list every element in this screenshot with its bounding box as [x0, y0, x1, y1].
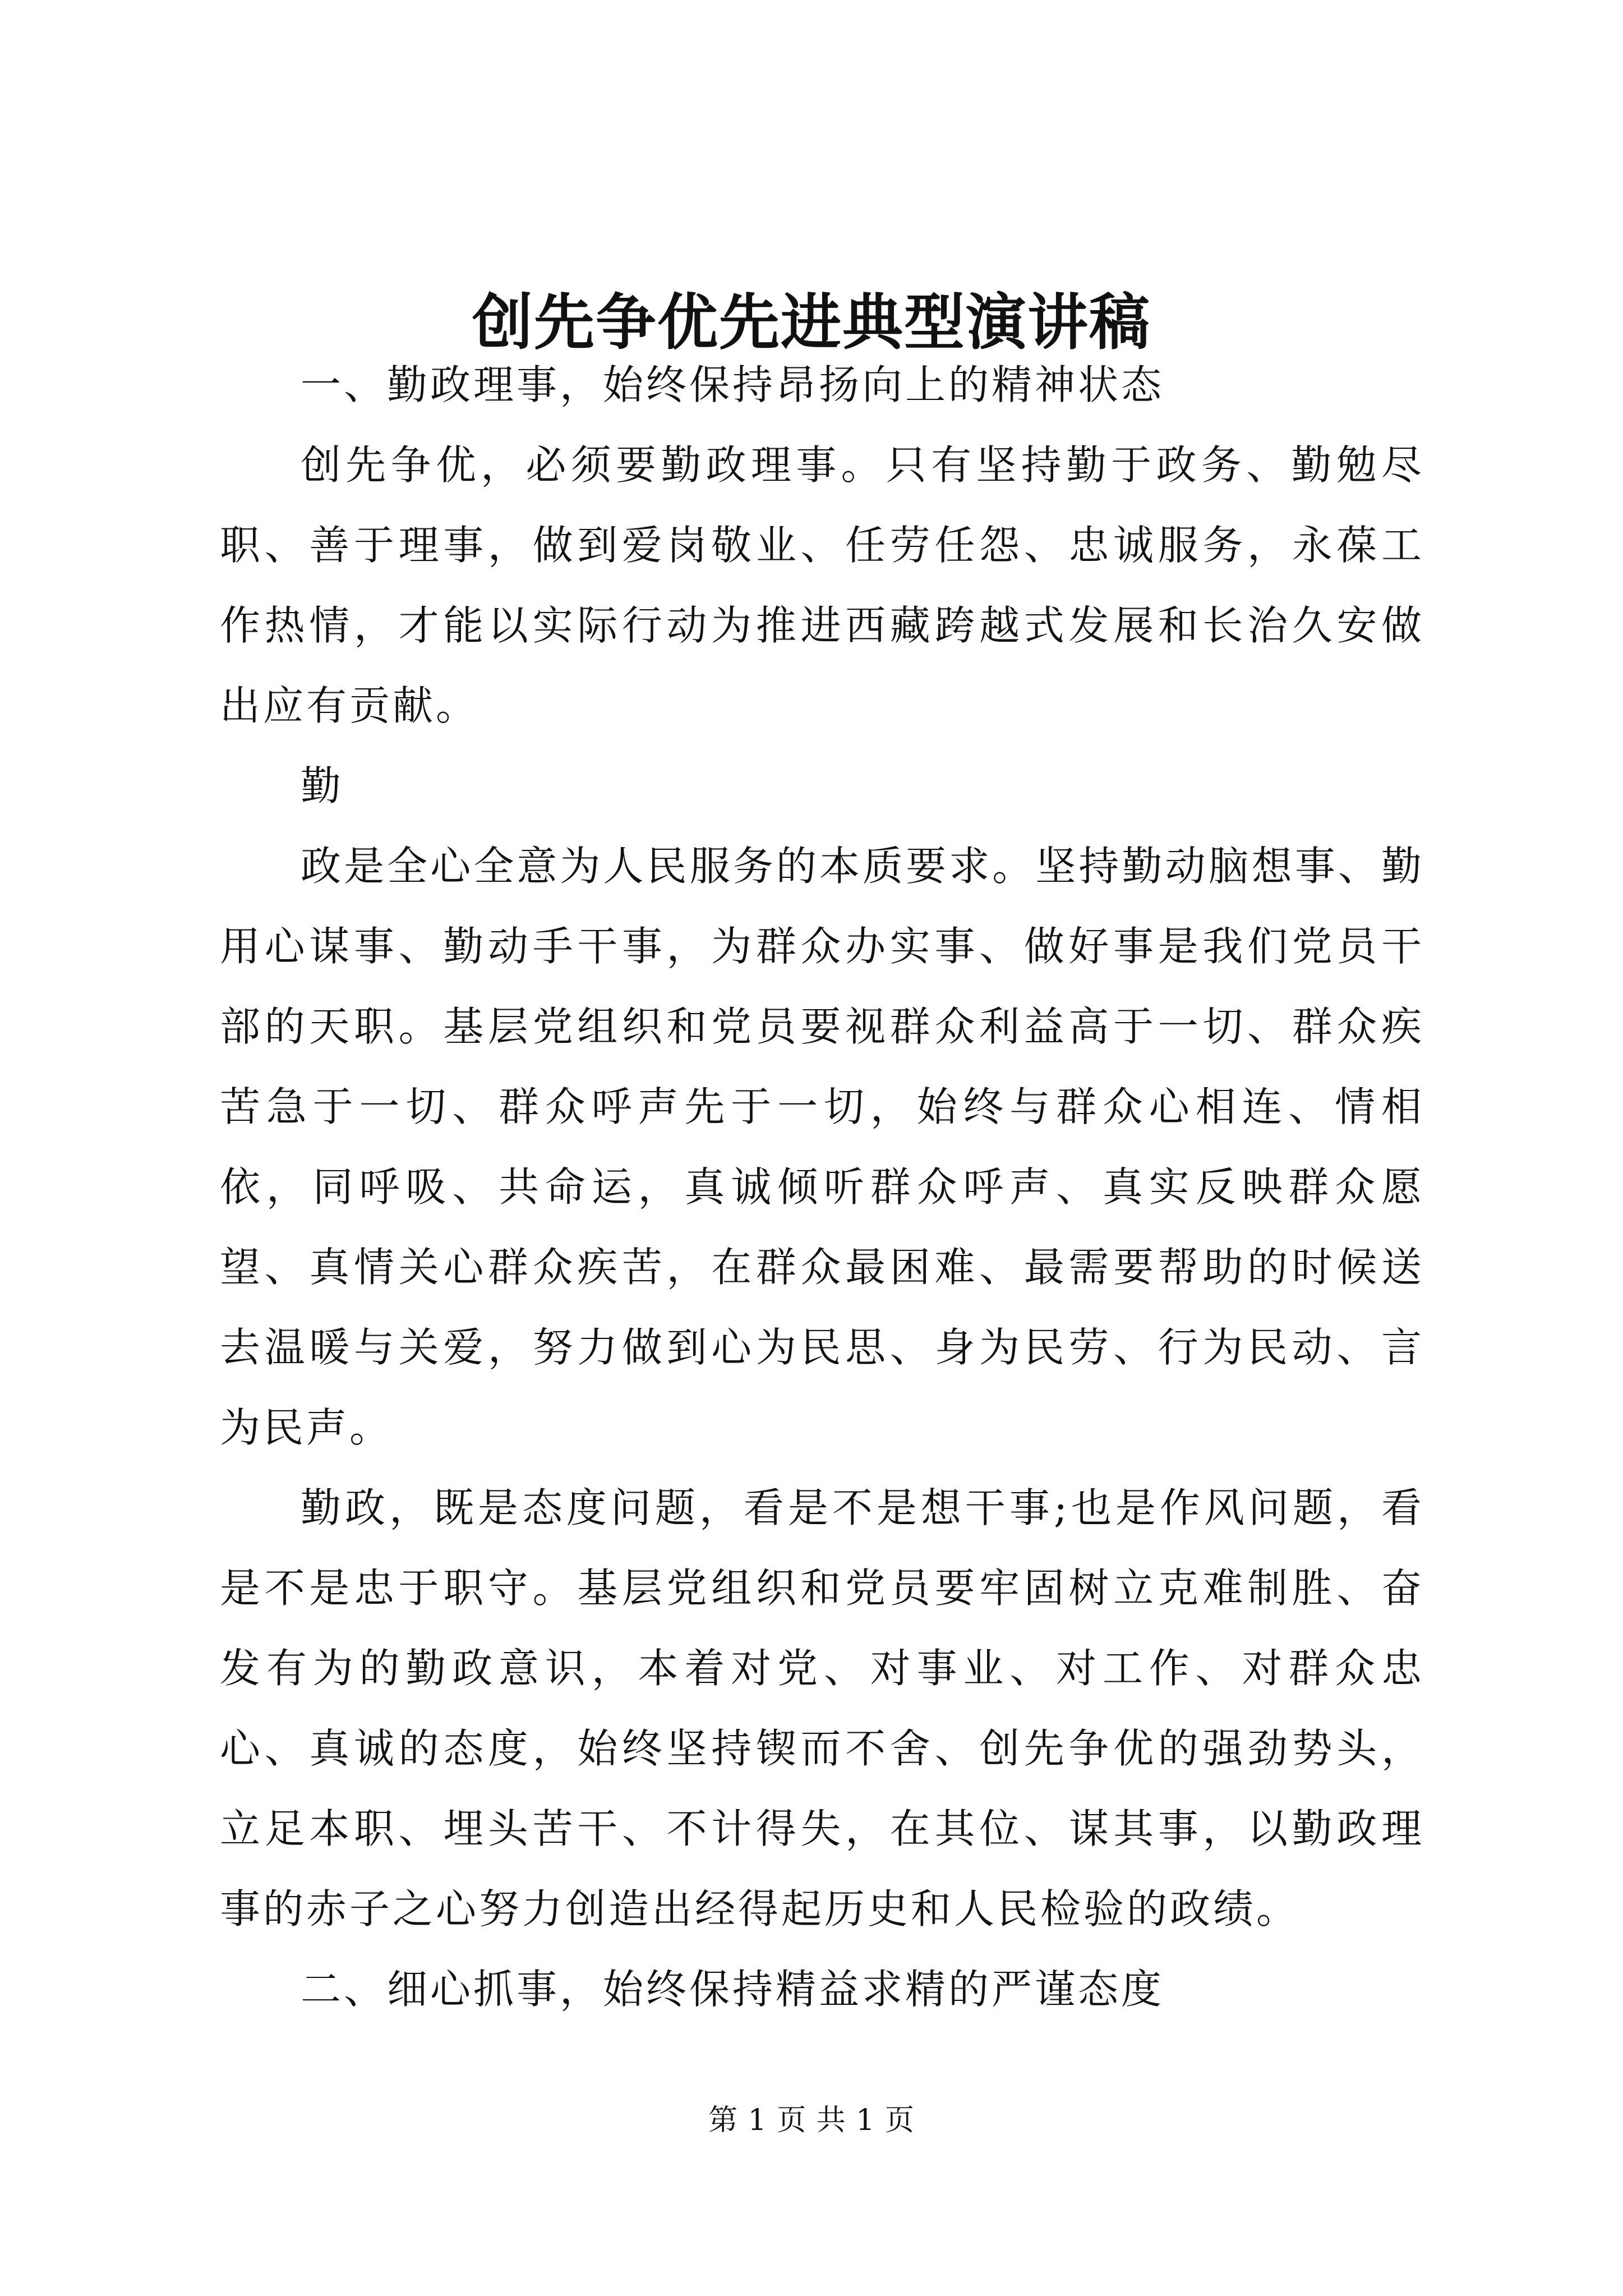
- paragraph: 勤: [301, 762, 344, 809]
- section-heading-1: 一、勤政理事，始终保持昂扬向上的精神状态: [301, 361, 1165, 408]
- document-body: [220, 345, 1424, 2030]
- paragraph: 政是全心全意为人民服务的本质要求。坚持勤动脑想事、勤用心谋事、勤动手干事，为群众办实事、做好事是我们党员干部的天职。基层党组织和党员要视群众利益高于一切、群众疾苦急于一切、群众呼声先于一切，始终与群众心相连、情相依，同呼吸、共命运，真诚倾听群众呼声、真实反映群众愿望、真情关心群众疾苦，在群众最困难、最需要帮助的时候送去温暖与关爱，努力做到心为民思、身为民劳、行为民动、言为民声。: [220, 843, 1424, 1451]
- page-footer: 第 1 页 共 1 页: [708, 2104, 915, 2137]
- section-heading-2: 二、细心抓事，始终保持精益求精的严谨态度: [301, 1966, 1165, 2013]
- document-title: 创先争优先进典型演讲稿: [472, 287, 1151, 358]
- paragraph: 创先争优，必须要勤政理事。只有坚持勤于政务、勤勉尽职、善于理事，做到爱岗敬业、任劳任怨、忠诚服务，永葆工作热情，才能以实际行动为推进西藏跨越式发展和长治久安做出应有贡献。: [220, 441, 1424, 729]
- paragraph: 勤政，既是态度问题，看是不是想干事;也是作风问题，看是不是忠于职守。基层党组织和党员要牢固树立克难制胜、奋发有为的勤政意识，本着对党、对事业、对工作、对群众忠心、真诚的态度，始终坚持锲而不舍、创先争优的强劲势头，立足本职、埋头苦干、不计得失，在其位、谋其事，以勤政理事的赤子之心努力创造出经得起历史和人民检验的政绩。: [220, 1484, 1424, 1932]
